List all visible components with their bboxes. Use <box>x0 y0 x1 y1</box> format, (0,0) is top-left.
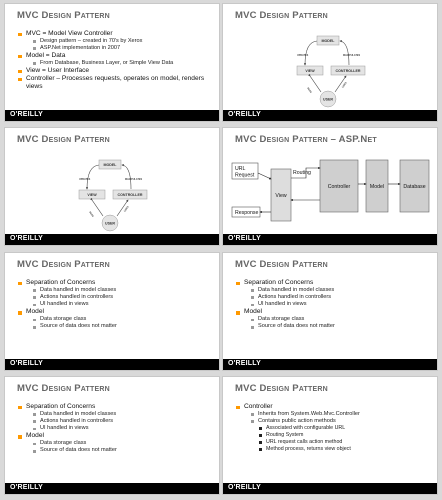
bullet-item: MVC = Model View Controller <box>17 30 215 38</box>
manipulates-arrow <box>122 165 131 189</box>
bullet-item: Method process, returns view object <box>235 446 433 453</box>
footer-bar <box>5 234 219 245</box>
bullet-item: Contains public action methods <box>235 418 433 425</box>
bullet-list <box>17 279 215 331</box>
mvc-diagram <box>5 128 220 246</box>
footer-bar <box>223 110 437 121</box>
bullet-item: URL request calls action method <box>235 439 433 446</box>
sees-label: SEES <box>88 210 95 218</box>
bullet-item: Actions handled in controllers <box>17 418 215 425</box>
bullet-item: UI handled in views <box>17 301 215 308</box>
manipulates-label: MANIPULATES <box>125 178 143 181</box>
footer-bar <box>223 483 437 494</box>
uses-label: USES <box>341 81 348 89</box>
bullet-item: Source of data does not matter <box>235 323 433 330</box>
footer-bar <box>223 359 437 370</box>
oreilly-logo: O'REILLY <box>10 360 43 367</box>
footer-bar <box>5 483 219 494</box>
bullet-item: ASP.Net implementation in 2007 <box>17 45 215 52</box>
oreilly-logo: O'REILLY <box>228 360 261 367</box>
footer-bar <box>5 110 219 121</box>
oreilly-logo: O'REILLY <box>228 484 261 491</box>
slide-4[interactable] <box>222 127 438 246</box>
url-request-label: URL <box>235 166 246 172</box>
bullet-item: Data handled in model classes <box>17 287 215 294</box>
bullet-list <box>17 403 215 455</box>
bullet-item: Actions handled in controllers <box>235 294 433 301</box>
sees-label: SEES <box>306 86 313 94</box>
bullet-item: UI handled in views <box>17 425 215 432</box>
response-label: Response <box>235 210 259 216</box>
bullet-item: Model = Data <box>17 52 215 60</box>
bullet-item: Data storage class <box>17 440 215 447</box>
slide-title: MVC Design Pattern <box>17 134 110 145</box>
bullet-item: Design pattern – created in 70's by Xerox <box>17 38 215 45</box>
view-label: VIEW <box>305 69 315 73</box>
user-label: USER <box>323 97 333 102</box>
bullet-item: Model <box>235 308 433 316</box>
oreilly-logo: O'REILLY <box>10 235 43 242</box>
slide-title: MVC Design Pattern <box>235 259 328 270</box>
bullet-item: Data handled in model classes <box>17 411 215 418</box>
bullet-item: Source of data does not matter <box>17 447 215 454</box>
view-label: View <box>275 193 287 199</box>
bullet-item: Separation of Concerns <box>17 403 215 411</box>
bullet-item: Associated with configurable URL <box>235 425 433 432</box>
bullet-item: Separation of Concerns <box>235 279 433 287</box>
updates-arrow <box>305 41 317 65</box>
controller-label: CONTROLLER <box>117 193 143 197</box>
slide-title: MVC Design Pattern <box>235 383 328 394</box>
bullet-item: View = User Interface <box>17 67 215 75</box>
bullet-item: Source of data does not matter <box>17 323 215 330</box>
request-arrow <box>258 173 271 179</box>
footer-bar <box>5 359 219 370</box>
slide-6[interactable] <box>222 252 438 371</box>
oreilly-logo: O'REILLY <box>228 235 261 242</box>
slide-3[interactable] <box>4 127 220 246</box>
controller-label: Controller <box>327 184 351 190</box>
slide-title: MVC Design Pattern <box>17 10 110 21</box>
bullet-item: From Database, Business Layer, or Simple View Data <box>17 60 215 67</box>
bullet-item: Model <box>17 432 215 440</box>
footer-bar <box>223 234 437 245</box>
view-label: VIEW <box>87 193 97 197</box>
bullet-item: Data storage class <box>17 316 215 323</box>
oreilly-logo: O'REILLY <box>10 111 43 118</box>
oreilly-logo: O'REILLY <box>10 484 43 491</box>
bullet-item: Controller <box>235 403 433 411</box>
mvc-diagram <box>223 4 438 122</box>
slide-title: MVC Design Pattern <box>17 259 110 270</box>
bullet-list <box>235 403 433 453</box>
user-label: USER <box>105 221 115 226</box>
uses-label: USES <box>123 205 130 213</box>
slide-title: MVC Design Pattern <box>17 383 110 394</box>
bullet-item: Model <box>17 308 215 316</box>
updates-label: UPDATES <box>79 178 91 181</box>
model-label: Model <box>369 184 385 190</box>
bullet-item: Data handled in model classes <box>235 287 433 294</box>
bullet-list <box>17 30 215 91</box>
aspnet-diagram <box>223 128 438 246</box>
slide-title: MVC Design Pattern <box>235 10 328 21</box>
slide-1[interactable] <box>4 3 220 122</box>
routing-label: Routing <box>293 170 311 176</box>
slide-8[interactable] <box>222 376 438 495</box>
manipulates-arrow <box>340 41 349 65</box>
slide-5[interactable] <box>4 252 220 371</box>
bullet-item: Inherits from System.Web.Mvc.Controller <box>235 411 433 418</box>
url-request-label: Request <box>235 172 255 179</box>
bullet-item: Routing System <box>235 432 433 439</box>
slide-title: MVC Design Pattern – ASP.Net <box>235 134 377 145</box>
updates-arrow <box>87 165 99 189</box>
bullet-list <box>235 279 433 331</box>
oreilly-logo: O'REILLY <box>228 111 261 118</box>
bullet-item: Data storage class <box>235 316 433 323</box>
slide-7[interactable] <box>4 376 220 495</box>
slide-2[interactable] <box>222 3 438 122</box>
model-label: MODEL <box>321 39 335 43</box>
model-label: MODEL <box>103 163 117 167</box>
updates-label: UPDATES <box>297 54 309 57</box>
controller-label: CONTROLLER <box>335 69 361 73</box>
bullet-item: UI handled in views <box>235 301 433 308</box>
manipulates-label: MANIPULATES <box>343 54 361 57</box>
bullet-item: Actions handled in controllers <box>17 294 215 301</box>
bullet-item: Separation of Concerns <box>17 279 215 287</box>
bullet-item: Controller – Processes requests, operates on model, renders views <box>17 75 215 91</box>
database-label: Database <box>403 184 426 190</box>
